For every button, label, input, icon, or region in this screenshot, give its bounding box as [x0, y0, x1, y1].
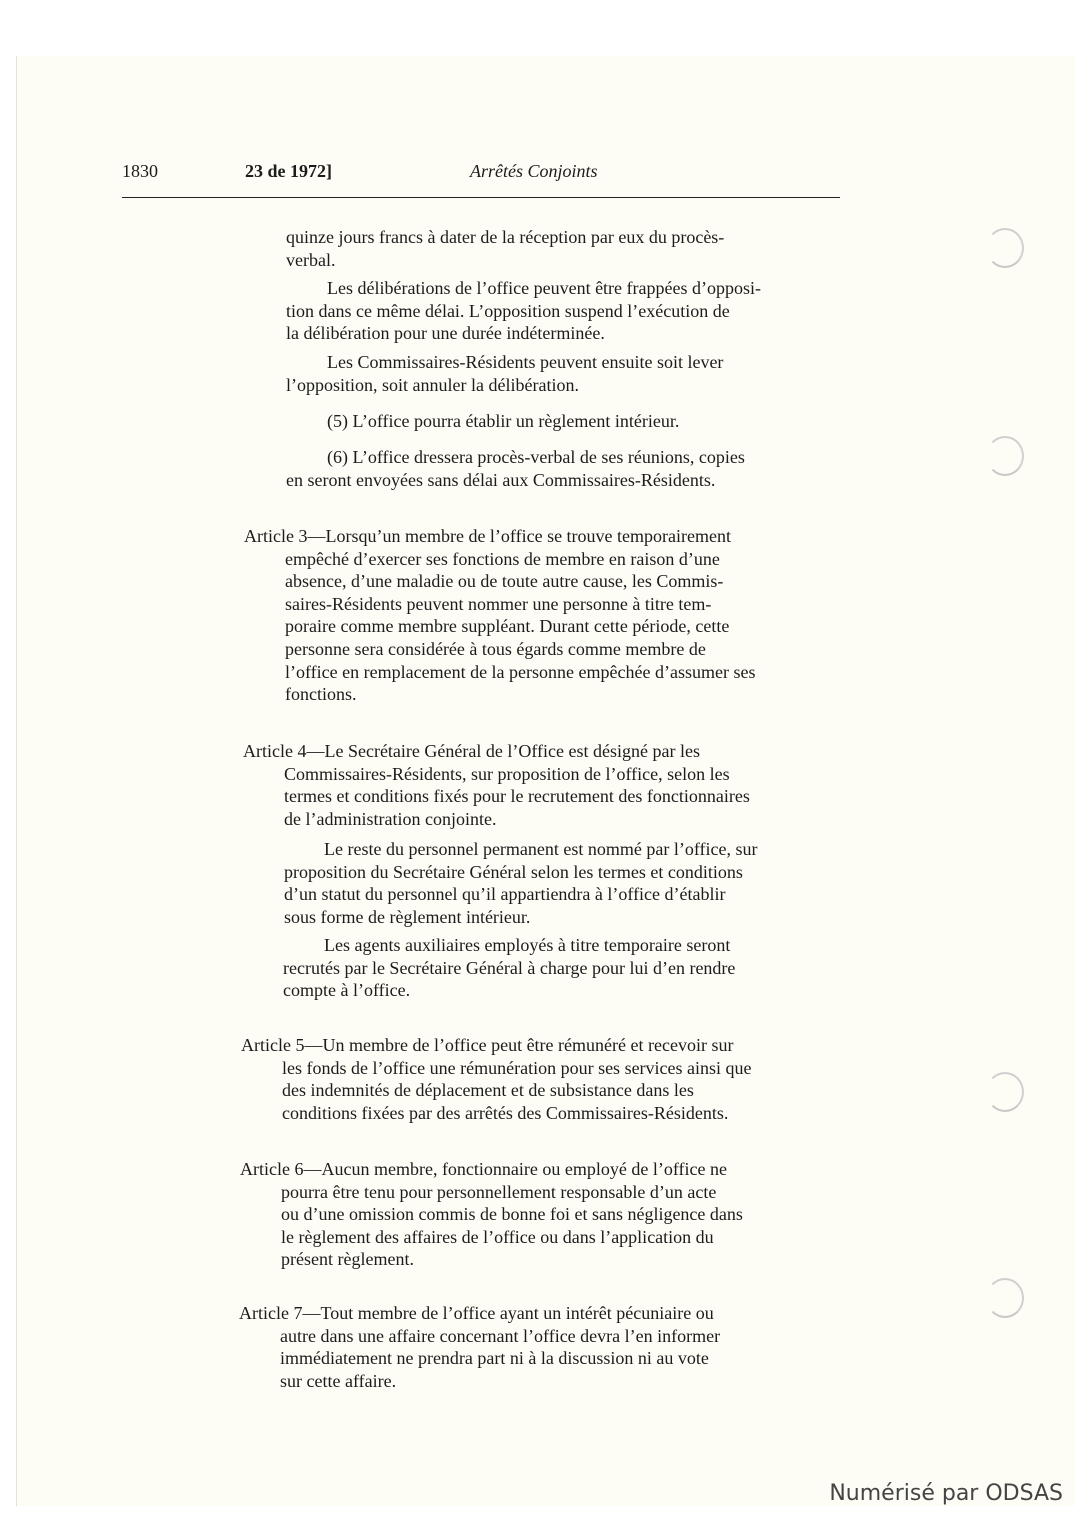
- line: Commissaires-Résidents, sur proposition de l’office, selon les: [284, 763, 730, 784]
- line: des indemnités de déplacement et de subsistance dans les: [282, 1080, 694, 1101]
- digitization-credit: Numérisé par ODSAS: [829, 1481, 1063, 1506]
- line: fonctions.: [285, 684, 357, 705]
- article-3: [244, 525, 843, 706]
- line: poraire comme membre suppléant. Durant cette période, cette: [285, 616, 730, 637]
- line: Les agents auxiliaires employés à titre temporaire seront: [324, 935, 731, 955]
- line: Le reste du personnel permanent est nommé par l’office, sur: [324, 839, 758, 859]
- line: autre dans une affaire concernant l’office devra l’en informer: [280, 1325, 721, 1346]
- line: personne sera considérée à tous égards comme membre de: [285, 638, 706, 659]
- article-4-permanent-staff: [284, 838, 841, 928]
- punch-hole: [986, 436, 1024, 476]
- line: (6) L’office dressera procès-verbal de ses réunions, copies: [327, 447, 745, 467]
- article-6: [240, 1158, 839, 1271]
- header-rule: [122, 197, 840, 198]
- punch-hole: [986, 1278, 1024, 1318]
- line: recrutés par le Secrétaire Général à charge pour lui d’en rendre: [283, 957, 736, 978]
- line: la délibération pour une durée indéterminée.: [286, 323, 605, 344]
- line: d’un statut du personnel qu’il appartiendra à l’office d’établir: [284, 884, 726, 905]
- line: termes et conditions fixés pour le recrutement des fonctionnaires: [284, 786, 750, 807]
- punch-hole: [986, 228, 1024, 268]
- paragraph-item-5: [286, 410, 844, 433]
- line: en seront envoyées sans délai aux Commissaires-Résidents.: [286, 469, 716, 490]
- section-title: Arrêtés Conjoints: [470, 161, 598, 181]
- line: de l’administration conjointe.: [284, 808, 497, 829]
- line: saires-Résidents peuvent nommer une personne à titre tem-: [285, 593, 712, 614]
- article-4: [243, 740, 841, 830]
- line: ou d’une omission commis de bonne foi et sans négligence dans: [281, 1204, 743, 1225]
- line: Article 6—Aucun membre, fonctionnaire ou employé de l’office ne: [240, 1159, 727, 1179]
- line: proposition du Secrétaire Général selon les termes et conditions: [284, 861, 743, 882]
- punch-hole: [986, 1072, 1024, 1112]
- line: pourra être tenu pour personnellement responsable d’un acte: [281, 1181, 717, 1202]
- paragraph-continuation: [286, 226, 844, 271]
- line: le règlement des affaires de l’office ou dans l’application du: [281, 1226, 714, 1247]
- line: verbal.: [286, 249, 336, 270]
- line: l’office en remplacement de la personne empêchée d’assumer ses: [285, 661, 756, 682]
- line: sur cette affaire.: [280, 1370, 397, 1391]
- line: Les délibérations de l’office peuvent être frappées d’opposi-: [327, 278, 761, 298]
- line: Les Commissaires-Résidents peuvent ensuite soit lever: [327, 352, 724, 372]
- paragraph-lever-opposition: [286, 351, 844, 396]
- line: conditions fixées par des arrêtés des Commissaires-Résidents.: [282, 1102, 729, 1123]
- paragraph-opposition: [286, 277, 844, 345]
- line: tion dans ce même délai. L’opposition suspend l’exécution de: [286, 300, 730, 321]
- article-5: [241, 1034, 840, 1124]
- line: Article 5—Un membre de l’office peut être rémunéré et recevoir sur: [241, 1035, 734, 1055]
- line: Article 3—Lorsqu’un membre de l’office se trouve temporairement: [244, 526, 731, 546]
- article-4-auxiliary-staff: [283, 934, 840, 1002]
- line: immédiatement ne prendra part ni à la discussion ni au vote: [280, 1348, 709, 1369]
- line: présent règlement.: [281, 1249, 414, 1270]
- line: Article 4—Le Secrétaire Général de l’Office est désigné par les: [243, 741, 700, 761]
- line: (5) L’office pourra établir un règlement intérieur.: [327, 411, 680, 431]
- line: absence, d’une maladie ou de toute autre cause, les Commis-: [285, 571, 724, 592]
- line: sous forme de règlement intérieur.: [284, 906, 531, 927]
- line: l’opposition, soit annuler la délibération.: [286, 374, 579, 395]
- line: quinze jours francs à dater de la réception par eux du procès-: [286, 227, 725, 247]
- line: Article 7—Tout membre de l’office ayant un intérêt pécuniaire ou: [239, 1303, 714, 1323]
- date-reference: 23 de 1972]: [245, 161, 332, 181]
- article-7: [239, 1302, 837, 1392]
- line: empêché d’exercer ses fonctions de membre en raison d’une: [285, 548, 720, 569]
- page-number: 1830: [122, 161, 158, 181]
- line: les fonds de l’office une rémunération pour ses services ainsi que: [282, 1057, 752, 1078]
- paragraph-item-6: [286, 446, 844, 491]
- line: compte à l’office.: [283, 980, 411, 1001]
